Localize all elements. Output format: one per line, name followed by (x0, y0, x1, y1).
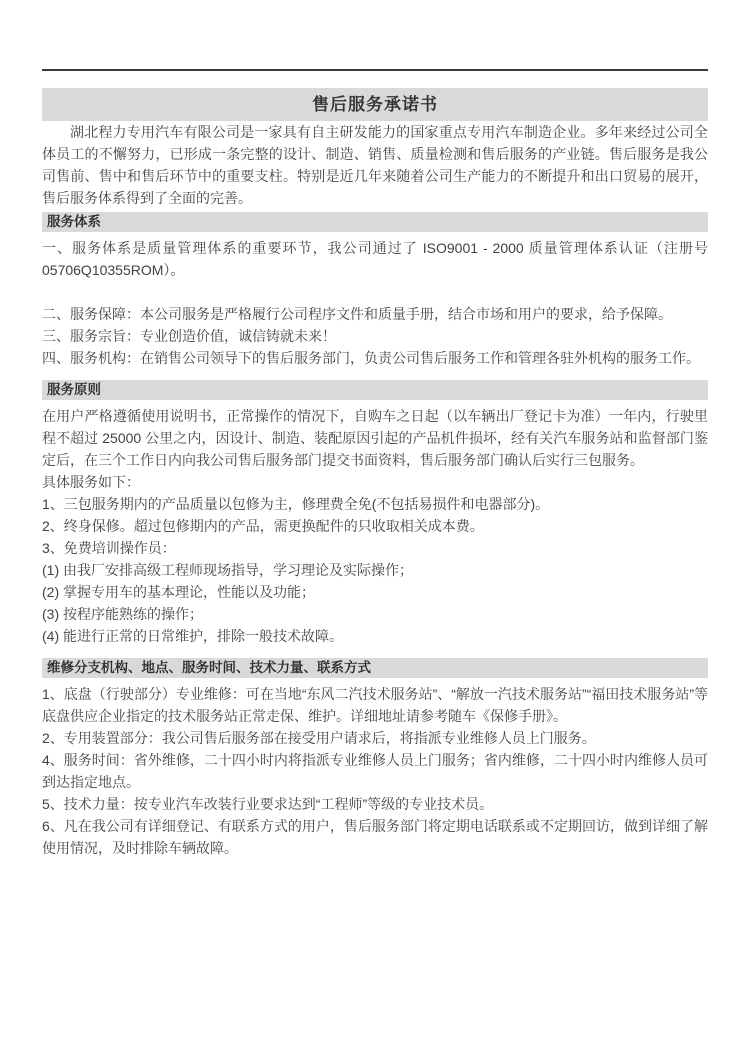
section-heading: 服务体系 (47, 214, 101, 229)
section-body-repair-branches (42, 678, 708, 867)
paragraph-line: (2) 掌握专用车的基本理论，性能以及功能； (42, 584, 315, 600)
section-heading-bar-service-principles (42, 380, 708, 400)
paragraph-line: (3) 按程序能熟练的操作； (42, 606, 203, 622)
document-title-bar (42, 88, 708, 121)
paragraph-line: 1、底盘（行驶部分）专业维修：可在当地“东风二汽技术服务站”、“解放一汽技术服务站”“福田技术服务站”等底盘供应企业指定的技术服务站正常走保、维护。详细地址请参考随车《保修手册》。 (42, 686, 708, 724)
paragraph-line: 2、专用装置部分：我公司售后服务部在接受用户请求后，将指派专业维修人员上门服务。 (42, 730, 596, 746)
paragraph-line: 三、服务宗旨：专业创造价值，诚信铸就未来！ (42, 328, 336, 344)
section-heading: 服务原则 (47, 382, 101, 397)
paragraph-line: 在用户严格遵循使用说明书，正常操作的情况下，自购车之日起（以车辆出厂登记卡为准）一年内，行驶里程不超过 25000 公里之内，因设计、制造、装配原因引起的产品机件损坏，经有关汽车服务站和监督部门鉴定后，在三个工作日内向我公司售后服务部门提交书面资料，售后服务部门确认后实行三包服务。 (42, 408, 708, 468)
paragraph-line: 二、服务保障：本公司服务是严格履行公司程序文件和质量手册，结合市场和用户的要求，给予保障。 (42, 306, 672, 322)
intro-paragraph: 湖北程力专用汽车有限公司是一家具有自主研发能力的国家重点专用汽车制造企业。多年来经过公司全体员工的不懈努力，已形成一条完整的设计、制造、销售、质量检测和售后服务的产业链。售后服务是我公司售前、售中和售后环节中的重要支柱。特别是近几年来随着公司生产能力的不断提升和出口贸易的展开，售后服务体系得到了全面的完善。 (42, 124, 708, 206)
paragraph-line: 4、服务时间：省外维修，二十四小时内将指派专业维修人员上门服务；省内维修，二十四小时内维修人员可到达指定地点。 (42, 752, 708, 790)
paragraph-line: 具体服务如下： (42, 474, 140, 490)
paragraph-line: 6、凡在我公司有详细登记、有联系方式的用户，售后服务部门将定期电话联系或不定期回访，做到详细了解使用情况，及时排除车辆故障。 (42, 818, 708, 856)
paragraph-line: (4) 能进行正常的日常维护，排除一般技术故障。 (42, 628, 343, 644)
section-body-service-principles (42, 400, 708, 655)
paragraph-line: 四、服务机构：在销售公司领导下的售后服务部门，负责公司售后服务工作和管理各驻外机构的服务工作。 (42, 350, 700, 366)
top-horizontal-rule (42, 69, 708, 71)
paragraph-line: 1、三包服务期内的产品质量以包修为主，修理费全免(不包括易损件和电器部分)。 (42, 496, 550, 512)
page-title: 售后服务承诺书 (312, 95, 438, 114)
section-heading: 维修分支机构、地点、服务时间、技术力量、联系方式 (47, 660, 371, 675)
paragraph-line: 一、服务体系是质量管理体系的重要环节，我公司通过了 ISO9001 - 2000 质量管理体系认证（注册号 05706Q10355ROM）。 (42, 240, 708, 278)
paragraph-line: 5、技术力量：按专业汽车改装行业要求达到“工程师”等级的专业技术员。 (42, 796, 494, 812)
section-body-service-system (42, 232, 708, 377)
paragraph-line: 2、终身保修。超过包修期内的产品，需更换配件的只收取相关成本费。 (42, 518, 484, 534)
paragraph-line: 3、免费培训操作员： (42, 540, 176, 556)
document-page (0, 69, 750, 1060)
section-heading-bar-repair-branches (42, 658, 708, 678)
paragraph-line: (1) 由我厂安排高级工程师现场指导，学习理论及实际操作； (42, 562, 413, 578)
section-heading-bar-service-system (42, 212, 708, 232)
